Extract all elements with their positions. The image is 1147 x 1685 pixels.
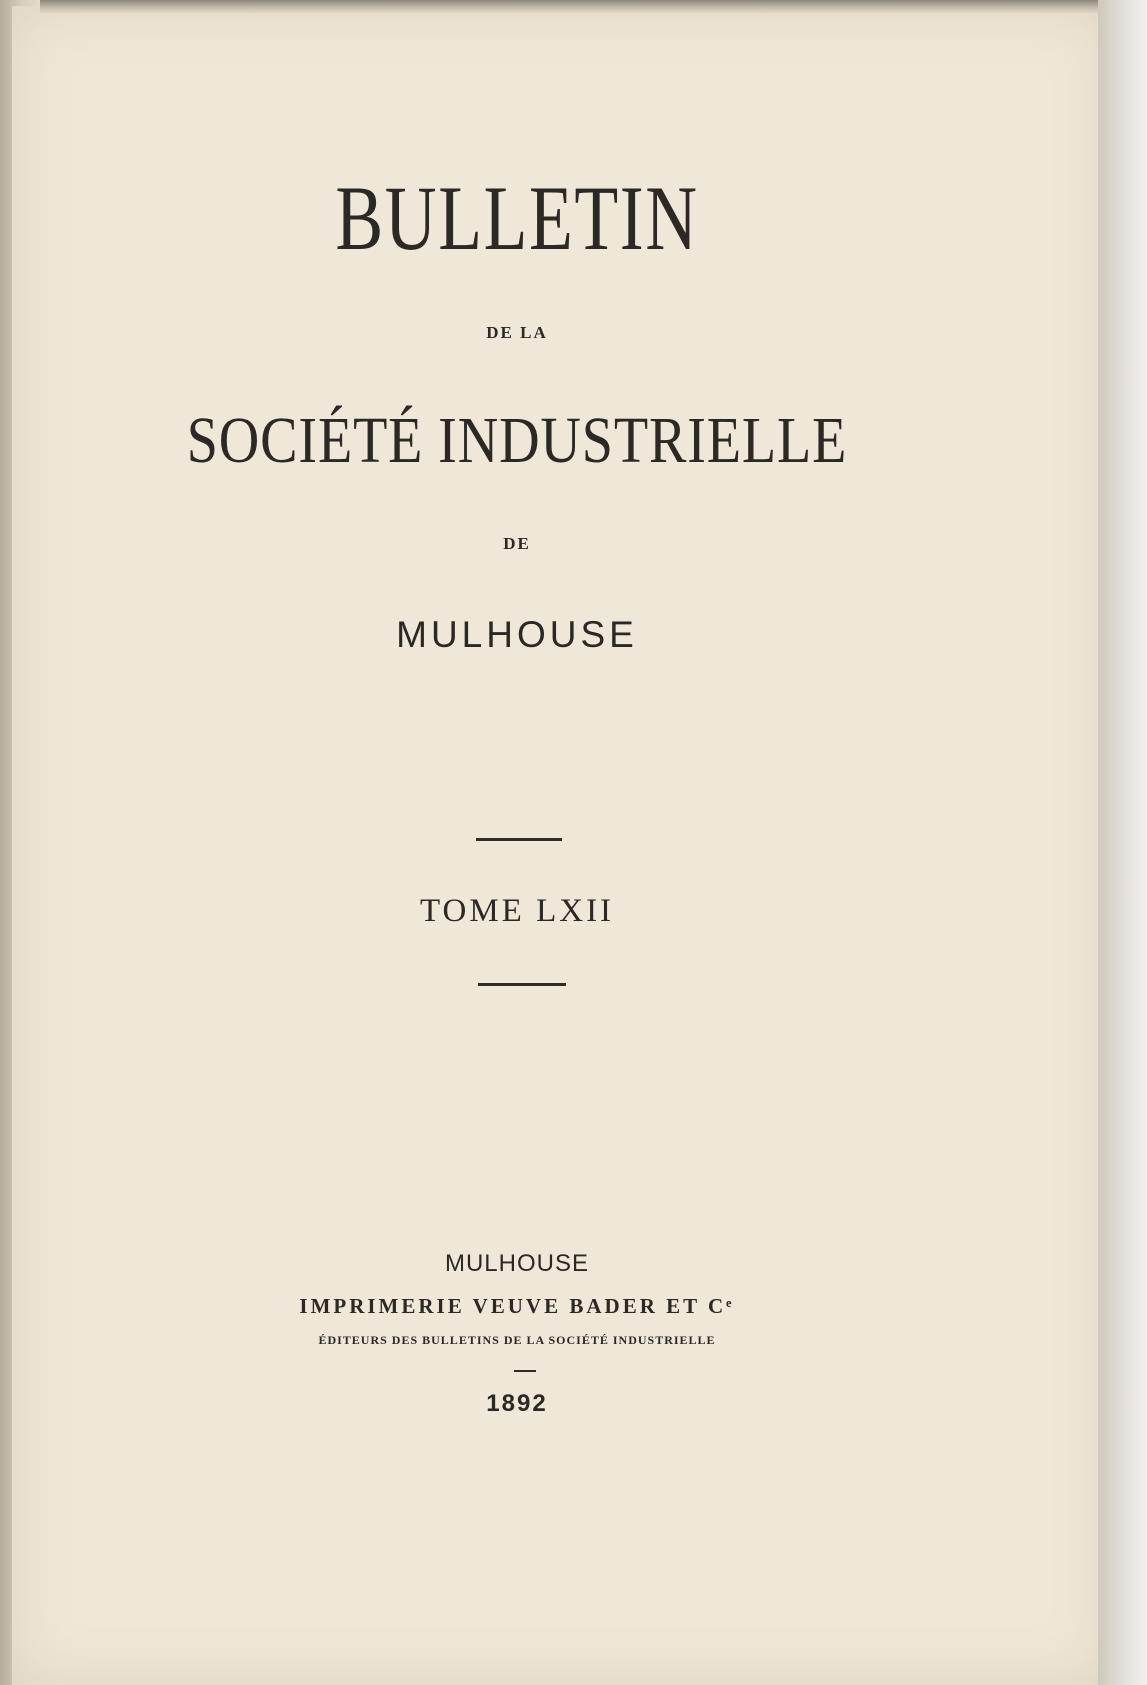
de-la-line: DE LA: [486, 323, 548, 342]
bulletin-title: BULLETIN: [335, 167, 699, 269]
imprint-city: MULHOUSE: [444, 1250, 590, 1277]
page-top-edge: [40, 0, 1110, 14]
divider-rule-bottom: [478, 983, 566, 986]
imprint-printer: IMPRIMERIE VEUVE BADER ET Cᵉ: [299, 1294, 735, 1318]
volume-number: TOME LXII: [419, 893, 615, 929]
divider-rule-top: [476, 838, 562, 841]
society-name: SOCIÉTÉ INDUSTRIELLE: [186, 404, 848, 477]
society-city: MULHOUSE: [396, 614, 638, 655]
imprint-dash: [514, 1370, 536, 1372]
imprint-editors: ÉDITEURS DES BULLETINS DE LA SOCIÉTÉ INDUSTRIELLE: [318, 1333, 716, 1347]
page-right-edge: [1098, 0, 1147, 1685]
de-line: DE: [503, 534, 531, 553]
publication-year: 1892: [486, 1390, 548, 1417]
